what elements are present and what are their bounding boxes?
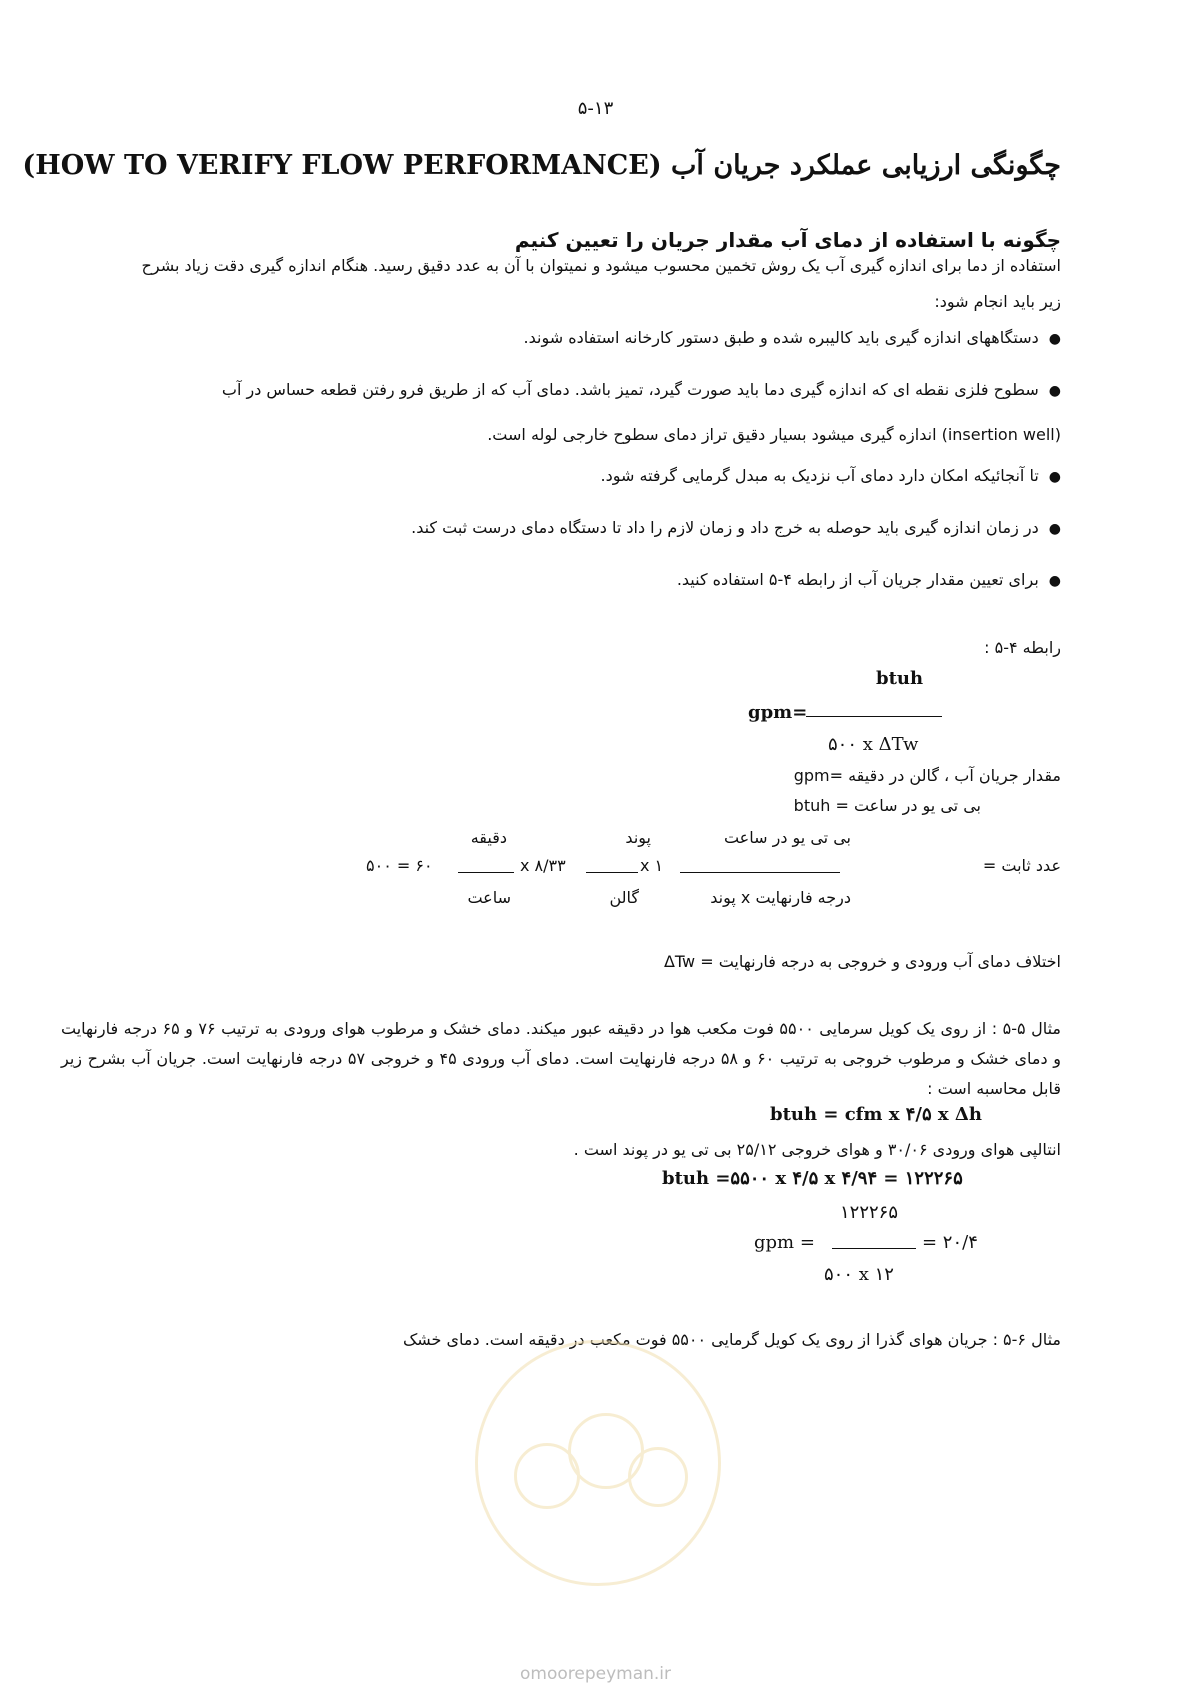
formula-numerator: btuh [876, 668, 924, 689]
page-title: چگونگی ارزیابی عملکرد جریان آب (HOW TO VERIFY FLOW PERFORMANCE) [22, 150, 1061, 181]
fraction-line [586, 872, 638, 873]
bullet-icon: ● [1048, 521, 1061, 537]
watermark-seal [475, 1340, 721, 1586]
gpm-denominator: ۵۰۰ x ۱۲ [824, 1264, 894, 1285]
bullet-item: ●برای تعیین مقدار جریان آب از رابطه ۴-۵ استفاده کنید. [161, 562, 1061, 599]
gpm-result: = ۲۰/۴ [922, 1232, 978, 1253]
fraction-line [806, 716, 942, 717]
gpm-numerator: ۱۲۲۲۶۵ [840, 1202, 899, 1223]
delta-definition: اختلاف دمای آب ورودی و خروجی به درجه فارنهایت = ΔTw [663, 952, 1061, 971]
constant-result: ۵۰۰ = ۶۰ [366, 856, 433, 875]
gear-icon [628, 1447, 688, 1507]
bullet-item: ●در زمان اندازه گیری باید حوصله به خرج داد و زمان لازم را داد تا دستگاه دمای درست ثبت کند. [161, 510, 1061, 547]
section-subtitle: چگونه با استفاده از دمای آب مقدار جریان را تعیین کنیم [514, 228, 1061, 252]
constant-frac2-denominator: گالن [609, 888, 639, 907]
constant-frac1-numerator: بی تی یو در ساعت [723, 828, 851, 847]
intro-paragraph: استفاده از دما برای اندازه گیری آب یک روش تخمین محسوب میشود و نمیتوان با آن به عدد دقیق رسید. هنگام اندازه گیری دقت زیاد بشرح زیر باید انجام شود: [141, 256, 1061, 311]
bullet-icon: ● [1048, 383, 1061, 399]
example-paragraph: مثال ۶-۵ : جریان هوای گذرا از روی یک کویل گرمایی ۵۵۰۰ فوت مکعب در دقیقه است. دمای خشک [402, 1330, 1061, 1349]
constant-frac1-denominator: درجه فارنهایت x پوند [710, 888, 851, 907]
equation-btuh-calc: btuh =۵۵۰۰ x ۴/۵ x ۴/۹۴ = ۱۲۲۲۶۵ [662, 1168, 963, 1189]
page-number: ۵-۱۳ [577, 98, 614, 119]
equation-btuh: btuh = cfm x ۴/۵ x Δh [770, 1104, 982, 1125]
formula-denominator: ۵۰۰ x ΔTw [828, 734, 919, 755]
fraction-line [832, 1248, 916, 1249]
constant-factor1: x ۱ [640, 856, 664, 875]
bullet-item: ●سطوح فلزی نقطه ای که اندازه گیری دما باید صورت گیرد، تمیز باشد. دمای آب که از طریق فرو رفتن قطعه حساس در آب (insertion well) اندازه گیری میشود بسیار دقیق تراز دمای سطوح خارجی لوله است. [161, 368, 1061, 457]
bullet-icon: ● [1048, 573, 1061, 589]
enthalpy-text: انتالپی هوای ورودی ۳۰/۰۶ و هوای خروجی ۲۵/۱۲ بی تی یو در پوند است . [573, 1140, 1061, 1159]
fraction-line [680, 872, 840, 873]
definition-btuh: بی تی یو در ساعت = btuh [793, 796, 981, 815]
gpm-lhs: gpm = [754, 1232, 815, 1253]
constant-frac2-numerator: پوند [625, 828, 651, 847]
constant-frac3-denominator: ساعت [467, 888, 511, 907]
formula-label: رابطه ۴-۵ : [984, 638, 1061, 657]
bullet-icon: ● [1048, 331, 1061, 347]
example-paragraph: مثال ۵-۵ : از روی یک کویل سرمایی ۵۵۰۰ فوت مکعب هوا در دقیقه عبور میکند. دمای خشک و مرطوب هوای ورودی به ترتیب ۷۶ و ۶۵ درجه فارنهایت و دمای خشک و مرطوب خروجی به ترتیب ۶۰ و ۵۸ درجه فارنهایت است. دمای آب ورودی ۴۵ و خروجی ۵۷ درجه فارنهایت است. جریان آب بشرح زیر قابل محاسبه است : [61, 1019, 1062, 1098]
formula-lhs: gpm= [748, 702, 808, 723]
definition-gpm: مقدار جریان آب ، گالن در دقیقه =gpm [793, 766, 1061, 785]
bullet-item: ●دستگاههای اندازه گیری باید کالیبره شده و طبق دستور کارخانه استفاده شوند. [161, 320, 1061, 357]
constant-factor2: x ۸/۳۳ [520, 856, 566, 875]
constant-label: عدد ثابت = [982, 856, 1061, 875]
bullet-item: ●تا آنجائیکه امکان دارد دمای آب نزدیک به مبدل گرمایی گرفته شود. [161, 458, 1061, 495]
constant-frac3-numerator: دقیقه [470, 828, 507, 847]
fraction-line [458, 872, 514, 873]
bullet-icon: ● [1048, 469, 1061, 485]
watermark-site: omoorepeyman.ir [519, 1664, 672, 1684]
